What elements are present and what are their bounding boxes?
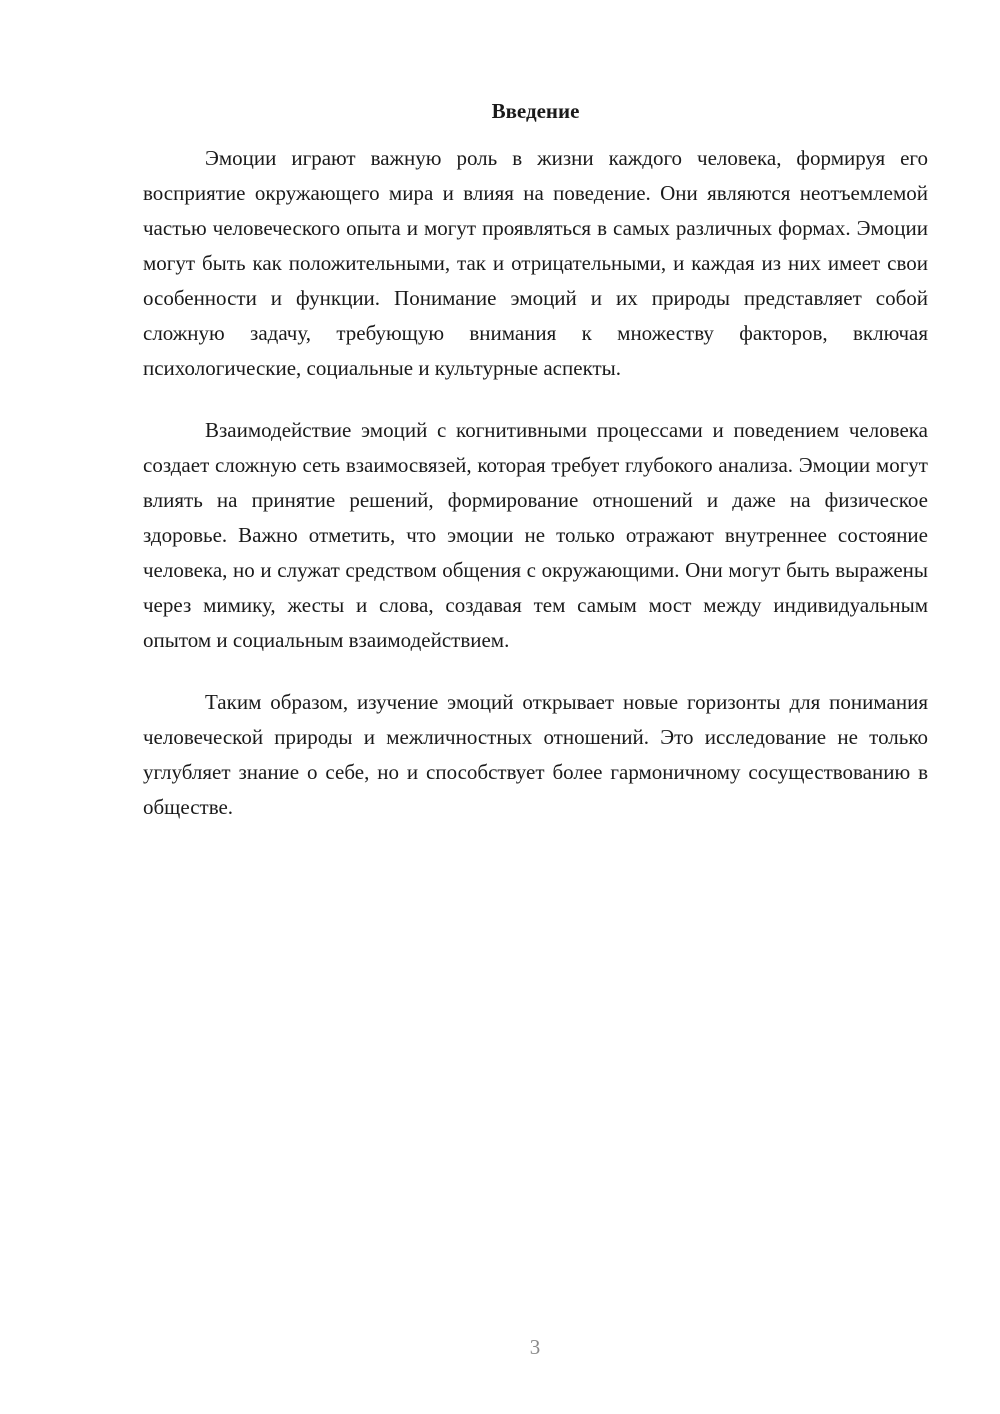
- page-title: Введение: [491, 99, 580, 123]
- paragraph-2: Взаимодействие эмоций с когнитивными процессами и поведением человека создает сложную сеть взаимосвязей, которая требует глубокого анализа. Эмоции могут влиять на принятие решений, формирование отношений и даже на физическое здоровье. Важно отметить, что эмоции не только отражают внутреннее состояние человека, но и служат средством общения с окружающими. Они могут быть выражены через мимику, жесты и слова, создавая тем самым мост между индивидуальным опытом и социальным взаимодействием.: [143, 418, 928, 652]
- body-text: [143, 141, 928, 852]
- page-number: 3: [529, 1335, 541, 1359]
- paragraph-3: Таким образом, изучение эмоций открывает новые горизонты для понимания человеческой природы и межличностных отношений. Это исследование не только углубляет знание о себе, но и способствует более гармоничному сосуществованию в обществе.: [143, 690, 928, 819]
- paragraph-1: Эмоции играют важную роль в жизни каждого человека, формируя его восприятие окружающего мира и влияя на поведение. Они являются неотъемлемой частью человеческого опыта и могут проявляться в самых различных формах. Эмоции могут быть как положительными, так и отрицательными, и каждая из них имеет свои особенности и функции. Понимание эмоций и их природы представляет собой сложную задачу, требующую внимания к множеству факторов, включая психологические, социальные и культурные аспекты.: [143, 146, 928, 380]
